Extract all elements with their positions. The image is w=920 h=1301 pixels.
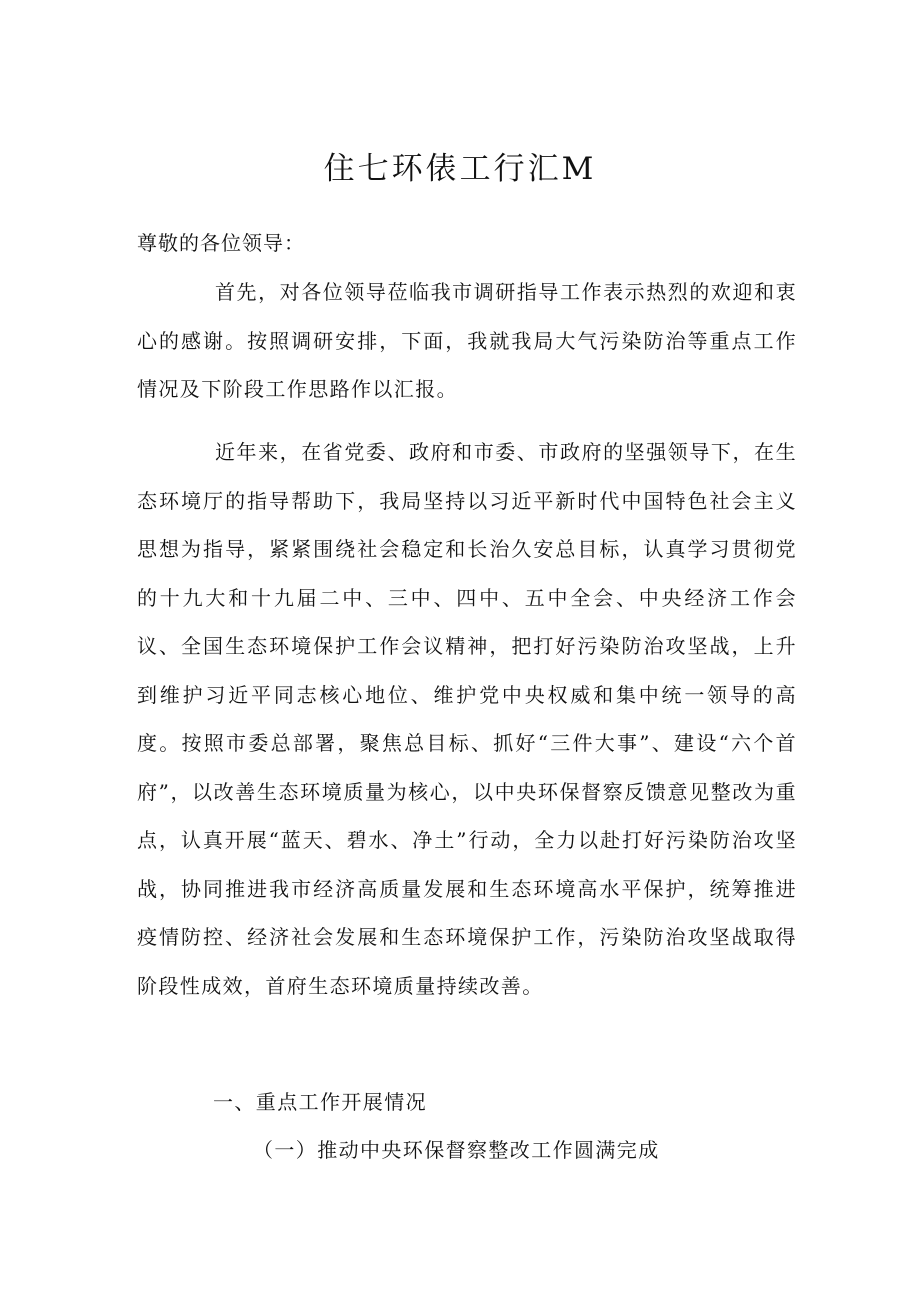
- salutation: 尊敬的各位领导：: [137, 231, 305, 255]
- paragraph-intro: 首先，对各位领导莅临我市调研指导工作表示热烈的欢迎和衷心的感谢。按照调研安排，下面，我就我局大气污染防治等重点工作情况及下阶段工作思路作以汇报。: [137, 280, 797, 401]
- section-heading: 一、重点工作开展情况: [213, 1090, 427, 1114]
- paragraph-main: 近年来，在省党委、政府和市委、市政府的坚强领导下，在生态环境厅的指导帮助下，我局坚持以习近平新时代中国特色社会主义思想为指导，紧紧围绕社会稳定和长治久安总目标，认真学习贯彻党的十九大和十九届二中、三中、四中、五中全会、中央经济工作会议、全国生态环境保护工作会议精神，把打好污染防治攻坚战，上升到维护习近平同志核心地位、维护党中央权威和集中统一领导的高度。按照市委总部署，聚焦总目标、抓好“三件大事”、建设“六个首府”，以改善生态环境质量为核心，以中央环保督察反馈意见整改为重点，认真开展“蓝天、碧水、净土”行动，全力以赴打好污染防治攻坚战，协同推进我市经济高质量发展和生态环境高水平保护，统筹推进疫情防控、经济社会发展和生态环境保护工作，污染防治攻坚战取得阶段性成效，首府生态环境质量持续改善。: [137, 440, 797, 998]
- subsection-heading: （一）推动中央环保督察整改工作圆满完成: [253, 1138, 660, 1162]
- document-title: 住七环俵工行汇M: [323, 151, 597, 187]
